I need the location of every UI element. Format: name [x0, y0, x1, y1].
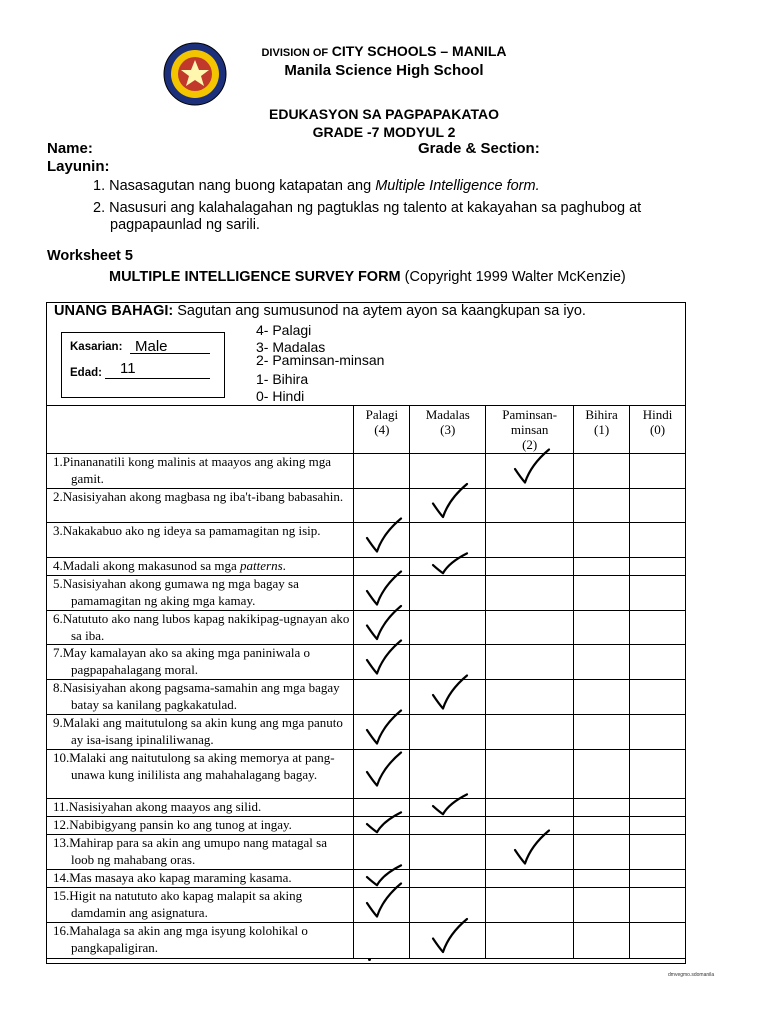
column-header-palagi: Palagi (4): [354, 406, 410, 454]
part-instruction: UNANG BAHAGI: Sagutan ang sumusunod na aytem ayon sa kaangkupan sa iyo.: [54, 303, 586, 319]
answer-cell[interactable]: [410, 680, 486, 715]
item-text: Mas masaya ako kapag maraming kasama.: [69, 870, 292, 885]
answer-cell[interactable]: [354, 454, 410, 489]
answer-cell[interactable]: [486, 576, 574, 611]
answer-cell[interactable]: [630, 750, 686, 799]
item-emphasis: patterns: [240, 558, 283, 573]
answer-cell[interactable]: [354, 611, 410, 645]
survey-item: [47, 817, 354, 835]
item-text: Nabibigyang pansin ko ang tunog at ingay.: [69, 817, 292, 832]
answer-cell[interactable]: [486, 817, 574, 835]
answer-cell[interactable]: [354, 888, 410, 923]
survey-table: [46, 405, 686, 959]
objective-2: 2. Nasusuri ang kalahalagahan ng pagtuklas ng talento at kakayahan sa paghubog at pagpapaunlad ng sarili.: [93, 200, 642, 233]
answer-cell[interactable]: [486, 835, 574, 870]
answer-cell[interactable]: [574, 454, 630, 489]
scale-item: 2- Paminsan-minsan: [256, 352, 385, 368]
answer-cell[interactable]: [574, 817, 630, 835]
answer-cell[interactable]: [630, 645, 686, 680]
answer-cell[interactable]: [486, 799, 574, 817]
footer-credit: dmvegmo.sdomanila: [668, 972, 715, 978]
item-text: May kamalayan ako sa aking mga paniniwala o pagpapahalagang moral.: [62, 645, 311, 677]
item-number: 3.: [53, 523, 63, 538]
kasarian-value[interactable]: Male: [135, 338, 168, 355]
survey-item: [47, 799, 354, 817]
answer-cell[interactable]: [574, 645, 630, 680]
item-number: 9.: [53, 715, 63, 730]
answer-cell[interactable]: [410, 923, 486, 959]
worksheet-label: Worksheet 5: [47, 248, 133, 264]
answer-cell[interactable]: [630, 611, 686, 645]
answer-cell[interactable]: [410, 558, 486, 576]
answer-cell[interactable]: [410, 523, 486, 558]
answer-cell[interactable]: [630, 576, 686, 611]
answer-cell[interactable]: [574, 750, 630, 799]
item-number: 6.: [53, 611, 63, 626]
item-text: Pinananatili kong malinis at maayos ang aking mga gamit.: [62, 454, 332, 486]
answer-cell[interactable]: [486, 489, 574, 523]
division-prefix: DIVISION OF: [261, 47, 329, 59]
division-header: [0, 43, 768, 59]
item-tail: .: [282, 558, 286, 573]
answer-cell[interactable]: [486, 870, 574, 888]
answer-cell[interactable]: [354, 715, 410, 750]
answer-cell[interactable]: [574, 489, 630, 523]
objectives-heading: Layunin:: [47, 158, 110, 175]
item-number: 13.: [53, 835, 70, 850]
table-row: [47, 835, 686, 870]
answer-cell[interactable]: [574, 558, 630, 576]
answer-cell[interactable]: [410, 611, 486, 645]
answer-cell[interactable]: [354, 489, 410, 523]
answer-cell[interactable]: [486, 750, 574, 799]
answer-cell[interactable]: [574, 870, 630, 888]
answer-cell[interactable]: [486, 523, 574, 558]
answer-cell[interactable]: [354, 680, 410, 715]
answer-cell[interactable]: [630, 870, 686, 888]
table-row: [47, 576, 686, 611]
answer-cell[interactable]: [354, 645, 410, 680]
subject-title: EDUKASYON SA PAGPAPAKATAO: [269, 106, 499, 122]
answer-cell[interactable]: [410, 645, 486, 680]
answer-cell[interactable]: [574, 680, 630, 715]
survey-item: [47, 715, 354, 750]
grade-section-label: Grade & Section:: [418, 140, 540, 157]
survey-item: [47, 611, 354, 645]
table-row: [47, 799, 686, 817]
item-text: Nasisiyahan akong magbasa ng iba't-ibang babasahin.: [62, 489, 344, 504]
survey-item: [47, 750, 354, 799]
survey-item: [47, 454, 354, 489]
survey-item: [47, 870, 354, 888]
scale-item: 1- Bihira: [256, 371, 309, 387]
answer-cell[interactable]: [354, 576, 410, 611]
survey-item: [47, 835, 354, 870]
answer-cell[interactable]: [630, 715, 686, 750]
item-number: 11.: [53, 799, 69, 814]
answer-cell[interactable]: [574, 799, 630, 817]
item-number: 15.: [53, 888, 70, 903]
school-name: Manila Science High School: [284, 62, 484, 79]
table-header-row: [47, 406, 686, 454]
scale-item: 4- Palagi: [256, 322, 312, 338]
answer-cell[interactable]: [354, 923, 410, 959]
answer-cell[interactable]: [574, 715, 630, 750]
item-number: 4.: [53, 558, 63, 573]
table-row: [47, 888, 686, 923]
table-row: [47, 558, 686, 576]
answer-cell[interactable]: [354, 817, 410, 835]
survey-item: [47, 645, 354, 680]
table-row: [47, 454, 686, 489]
survey-item: [47, 923, 354, 959]
answer-cell[interactable]: [354, 870, 410, 888]
item-text: Higit na natututo ako kapag malapit sa aking damdamin ang asignatura.: [69, 888, 303, 920]
answer-cell[interactable]: [354, 558, 410, 576]
table-row: [47, 923, 686, 959]
division-name: CITY SCHOOLS – MANILA: [331, 43, 507, 59]
answer-cell[interactable]: [410, 489, 486, 523]
objective-1: 1. Nasasagutan nang buong katapatan ang Multiple Intelligence form.: [93, 178, 540, 194]
answer-cell[interactable]: [574, 835, 630, 870]
answer-cell[interactable]: [574, 888, 630, 923]
table-row: [47, 523, 686, 558]
edad-label: Edad:: [70, 367, 102, 379]
survey-item: [47, 680, 354, 715]
name-label: Name:: [47, 140, 93, 157]
answer-cell[interactable]: [410, 870, 486, 888]
table-row: [47, 817, 686, 835]
answer-cell[interactable]: [630, 454, 686, 489]
answer-cell[interactable]: [354, 799, 410, 817]
survey-item: [47, 523, 354, 558]
ink-dot: [368, 958, 371, 961]
answer-cell[interactable]: [574, 576, 630, 611]
answer-cell[interactable]: [630, 680, 686, 715]
answer-cell[interactable]: [486, 715, 574, 750]
item-text: Nasisiyahan akong maayos ang silid.: [68, 799, 262, 814]
scale-item: 0- Hindi: [256, 388, 305, 404]
item-text: Malaki ang naitutulong sa aking memorya at pang-unawa kung inililista ang mahahalagang bagay.: [69, 750, 335, 782]
answer-cell[interactable]: [574, 611, 630, 645]
answer-cell[interactable]: [354, 750, 410, 799]
kasarian-underline: [130, 353, 210, 354]
answer-cell[interactable]: [410, 888, 486, 923]
survey-item: [47, 489, 354, 523]
edad-value[interactable]: 11: [120, 360, 136, 377]
item-number: 7.: [53, 645, 63, 660]
item-number: 10.: [53, 750, 70, 765]
item-text: Madali akong makasunod sa mga: [62, 558, 241, 573]
survey-item: [47, 888, 354, 923]
answer-cell[interactable]: [630, 558, 686, 576]
item-number: 12.: [53, 817, 70, 832]
table-row: [47, 715, 686, 750]
item-number: 5.: [53, 576, 63, 591]
answer-cell[interactable]: [354, 835, 410, 870]
answer-cell[interactable]: [630, 923, 686, 959]
answer-cell[interactable]: [630, 835, 686, 870]
column-header-paminsan-minsan: Paminsan-minsan (2): [486, 406, 574, 454]
item-number: 16.: [53, 923, 70, 938]
item-number: 1.: [53, 454, 63, 469]
answer-cell[interactable]: [630, 817, 686, 835]
answer-cell[interactable]: [574, 523, 630, 558]
table-row: [47, 870, 686, 888]
answer-cell[interactable]: [410, 750, 486, 799]
answer-cell[interactable]: [410, 835, 486, 870]
table-row: [47, 489, 686, 523]
item-text: Nasisiyahan akong pagsama-samahin ang mga bagay batay sa kanilang pagkakatulad.: [62, 680, 340, 712]
answer-cell[interactable]: [410, 817, 486, 835]
grade-module: GRADE -7 MODYUL 2: [312, 124, 456, 140]
survey-item: [47, 576, 354, 611]
answer-cell[interactable]: [486, 611, 574, 645]
table-row: [47, 680, 686, 715]
answer-cell[interactable]: [486, 923, 574, 959]
column-header-bihira: Bihira (1): [574, 406, 630, 454]
answer-cell[interactable]: [630, 888, 686, 923]
item-text: Mahirap para sa akin ang umupo nang matagal sa loob ng mahabang oras.: [69, 835, 327, 867]
column-header-madalas: Madalas (3): [410, 406, 486, 454]
item-number: 2.: [53, 489, 63, 504]
answer-cell[interactable]: [486, 680, 574, 715]
column-header-hindi: Hindi (0): [630, 406, 686, 454]
edad-underline: [105, 378, 210, 379]
survey-title: MULTIPLE INTELLIGENCE SURVEY FORM (Copyright 1999 Walter McKenzie): [109, 269, 626, 285]
answer-cell[interactable]: [630, 799, 686, 817]
item-text: Nasisiyahan akong gumawa ng mga bagay sa pamamagitan ng aking mga kamay.: [62, 576, 299, 608]
item-header: [47, 406, 354, 454]
answer-cell[interactable]: [354, 523, 410, 558]
answer-cell[interactable]: [410, 454, 486, 489]
answer-cell[interactable]: [630, 489, 686, 523]
item-text: Nakakabuo ako ng ideya sa pamamagitan ng isip.: [62, 523, 321, 538]
item-text: Mahalaga sa akin ang mga isyung kolohikal o pangkapaligiran.: [69, 923, 308, 955]
answer-cell[interactable]: [410, 799, 486, 817]
answer-cell[interactable]: [410, 715, 486, 750]
answer-cell[interactable]: [410, 576, 486, 611]
kasarian-label: Kasarian:: [70, 341, 123, 353]
scale-item: 3- Madalas: [256, 339, 326, 355]
table-row: [47, 611, 686, 645]
answer-cell[interactable]: [486, 454, 574, 489]
survey-item: [47, 558, 354, 576]
table-row: [47, 645, 686, 680]
item-text: Natututo ako nang lubos kapag nakikipag-ugnayan ako sa iba.: [62, 611, 350, 643]
item-number: 14.: [53, 870, 70, 885]
item-text: Malaki ang maitutulong sa akin kung ang mga panuto ay isa-isang ipinaliliwanag.: [62, 715, 343, 747]
answer-cell[interactable]: [486, 558, 574, 576]
answer-cell[interactable]: [630, 523, 686, 558]
table-row: [47, 750, 686, 799]
item-number: 8.: [53, 680, 63, 695]
answer-cell[interactable]: [486, 645, 574, 680]
answer-cell[interactable]: [486, 888, 574, 923]
answer-cell[interactable]: [574, 923, 630, 959]
